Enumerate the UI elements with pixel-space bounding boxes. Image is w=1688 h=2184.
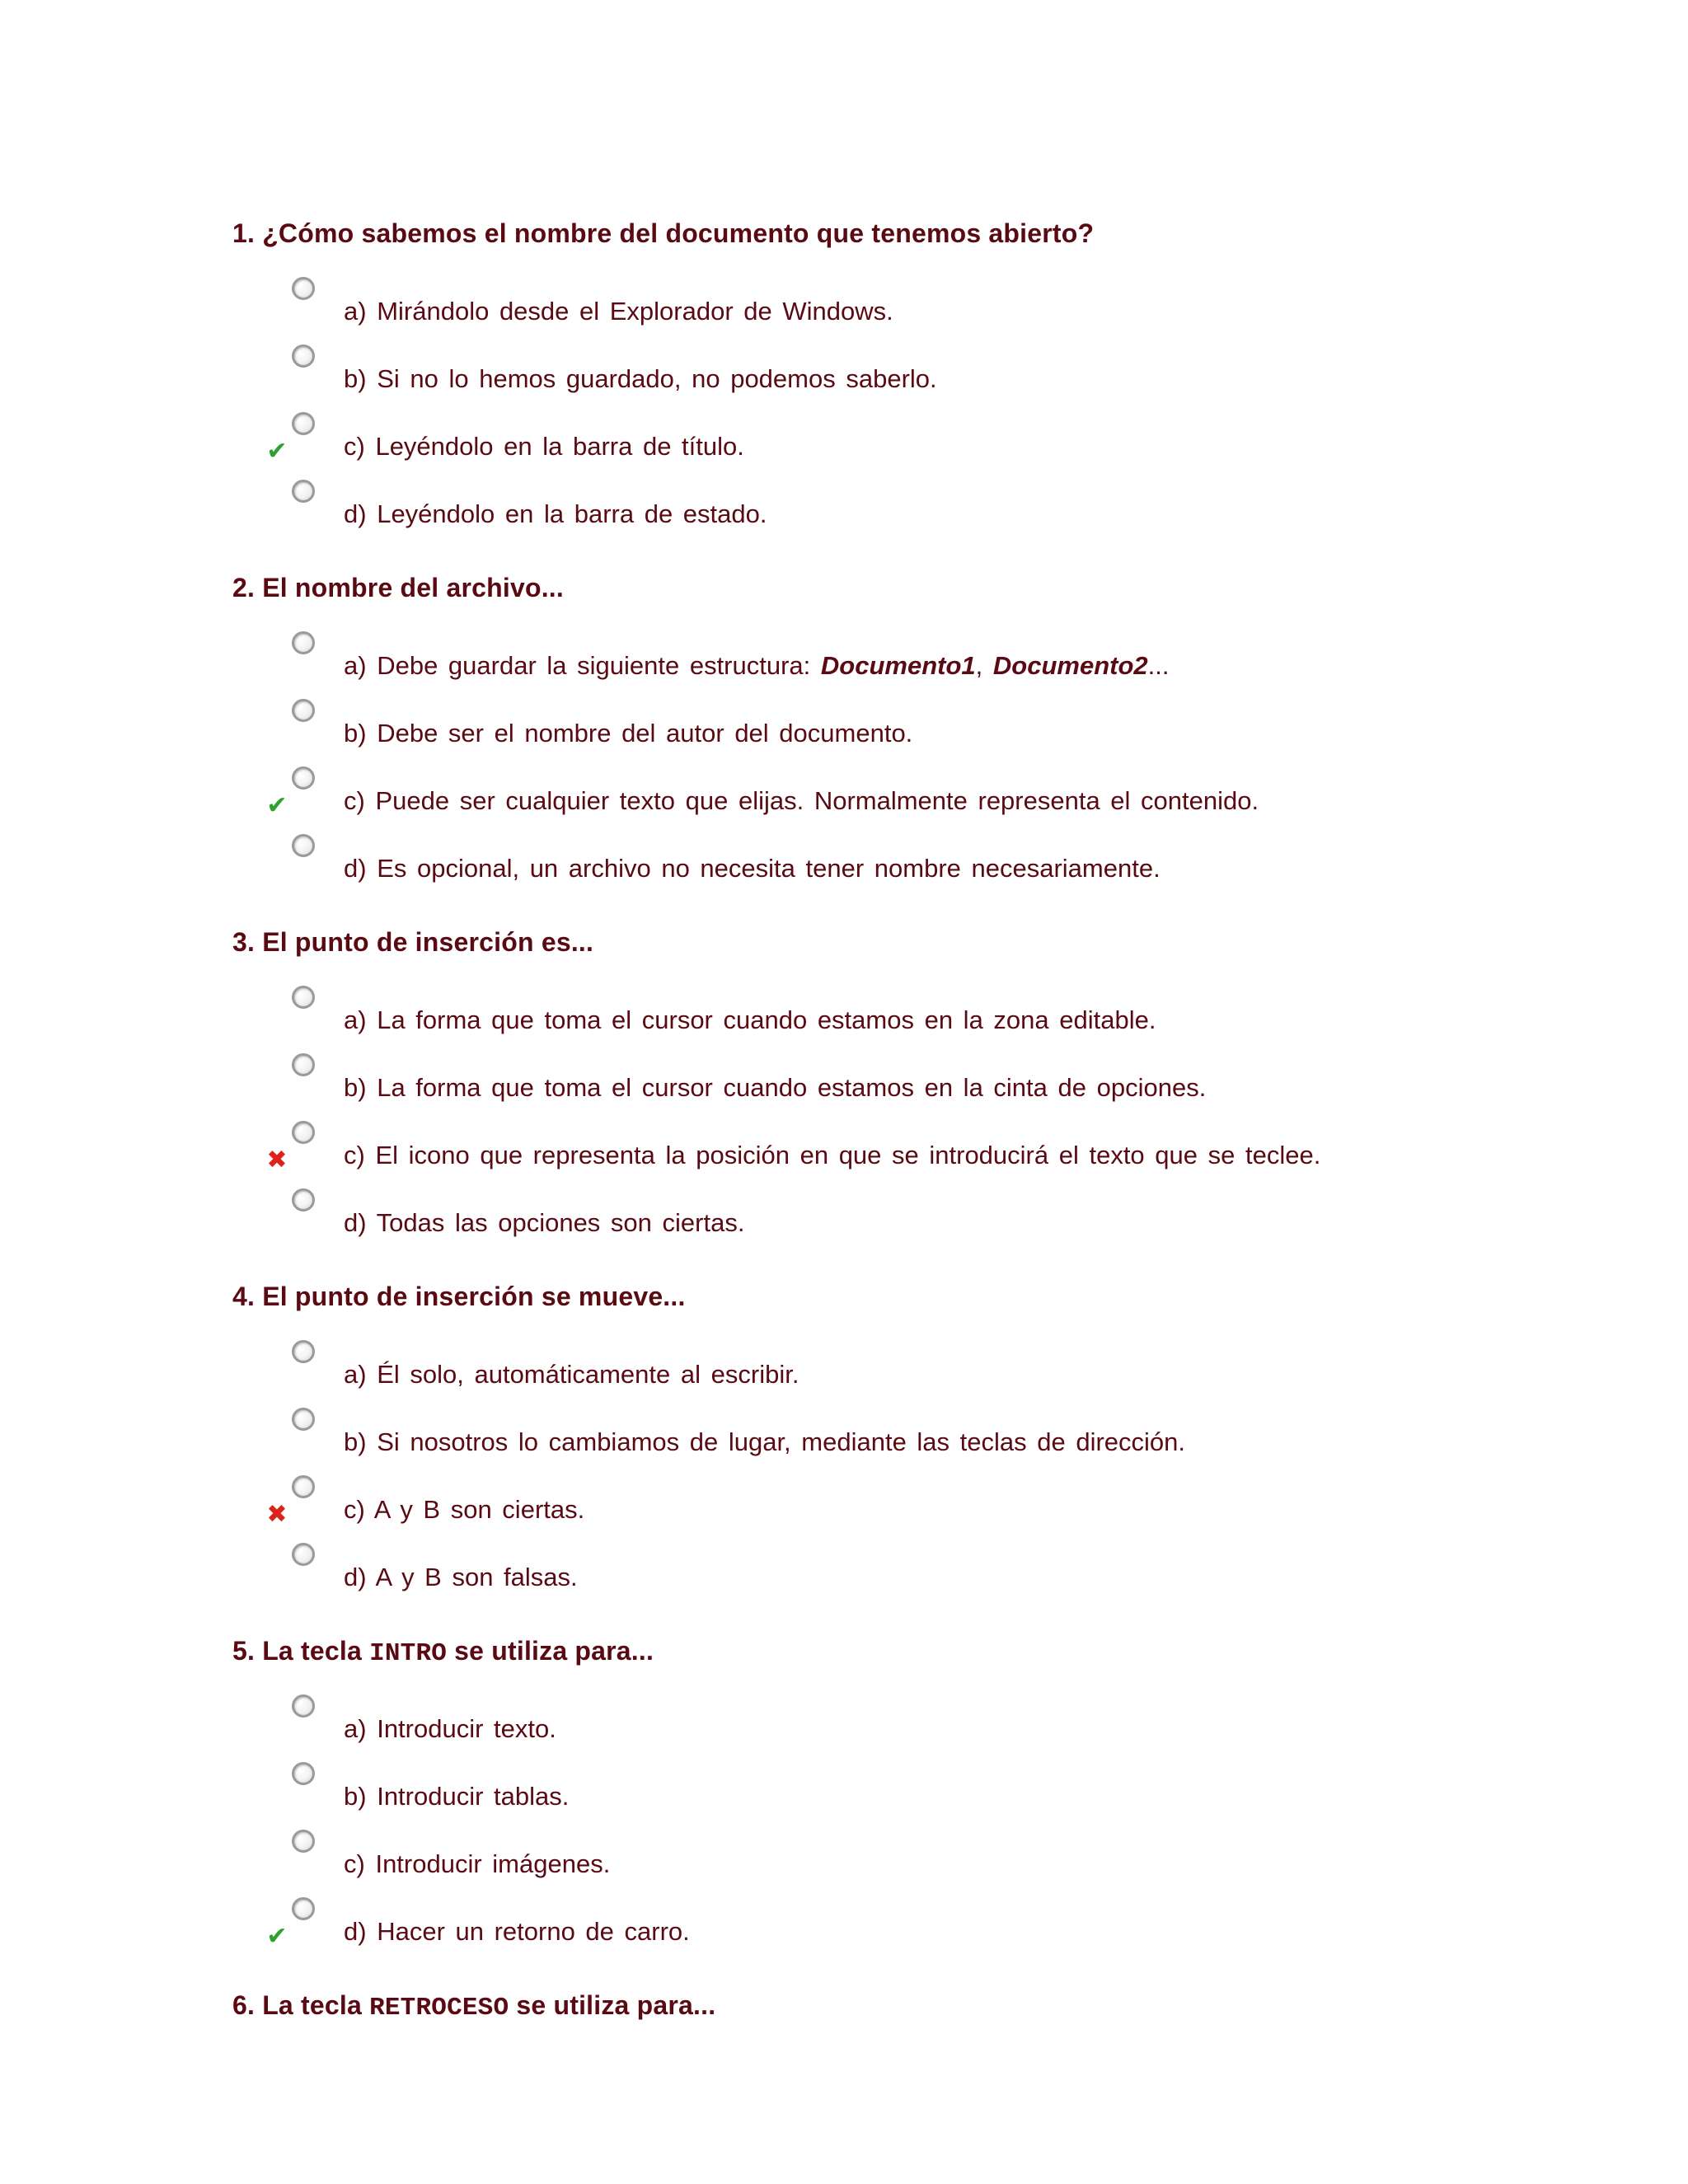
answer-text bbox=[344, 293, 893, 330]
question-number: 5. bbox=[232, 1636, 256, 1666]
example-name: Documento1 bbox=[820, 651, 976, 680]
option-letter: d) bbox=[344, 499, 367, 528]
answer-option[interactable] bbox=[232, 696, 1634, 763]
answer-text-body: Puede ser cualquier texto que elijas. Normalmente representa el contenido. bbox=[375, 786, 1259, 815]
answer-text-part: Debe guardar la siguiente estructura: bbox=[377, 651, 821, 680]
question-number: 1. bbox=[232, 218, 256, 248]
answer-text bbox=[344, 1002, 1156, 1038]
question-3 bbox=[232, 921, 1634, 1253]
question-text-end: se utiliza para... bbox=[447, 1636, 654, 1666]
answer-text-body: Leyéndolo en la barra de estado. bbox=[377, 499, 767, 528]
radio-button[interactable] bbox=[292, 1121, 315, 1144]
answer-text bbox=[344, 1137, 1320, 1174]
question-title bbox=[232, 213, 1634, 254]
radio-button[interactable] bbox=[292, 766, 315, 790]
question-number: 3. bbox=[232, 927, 256, 957]
radio-button[interactable] bbox=[292, 834, 315, 857]
answer-text-body: Introducir texto. bbox=[377, 1714, 556, 1743]
cross-icon: ✖ bbox=[266, 1146, 288, 1174]
question-4 bbox=[232, 1276, 1634, 1607]
answer-option[interactable] bbox=[232, 1894, 1634, 1961]
question-number: 2. bbox=[232, 573, 256, 602]
answer-text-body: El icono que representa la posición en que se introducirá el texto que se teclee. bbox=[375, 1141, 1321, 1169]
radio-button[interactable] bbox=[292, 1897, 315, 1920]
answer-option[interactable] bbox=[232, 1118, 1634, 1185]
radio-button[interactable] bbox=[292, 344, 315, 368]
answer-text bbox=[344, 1779, 569, 1815]
answer-option[interactable] bbox=[232, 409, 1634, 476]
checkmark-icon: ✔ bbox=[266, 792, 288, 819]
question-text: El punto de inserción es... bbox=[262, 927, 594, 957]
answer-option[interactable] bbox=[232, 1404, 1634, 1472]
answer-option[interactable] bbox=[232, 763, 1634, 831]
question-text: La tecla bbox=[262, 1990, 370, 2020]
radio-button[interactable] bbox=[292, 699, 315, 722]
checkmark-icon: ✔ bbox=[266, 438, 288, 465]
answer-text bbox=[344, 1070, 1206, 1106]
question-title bbox=[232, 1985, 1634, 2026]
radio-button[interactable] bbox=[292, 412, 315, 435]
option-letter: a) bbox=[344, 1360, 367, 1389]
question-text: ¿Cómo sabemos el nombre del documento que tenemos abierto? bbox=[262, 218, 1095, 248]
option-letter: d) bbox=[344, 1917, 367, 1946]
radio-button[interactable] bbox=[292, 480, 315, 503]
answer-text-body: A y B son falsas. bbox=[375, 1563, 578, 1591]
answer-options bbox=[232, 982, 1634, 1253]
question-title bbox=[232, 1630, 1634, 1671]
answer-text-body: Introducir imágenes. bbox=[375, 1849, 611, 1878]
answer-text-body: Introducir tablas. bbox=[377, 1782, 570, 1811]
option-letter: d) bbox=[344, 1208, 367, 1237]
option-letter: b) bbox=[344, 1782, 367, 1811]
answer-text-body: Él solo, automáticamente al escribir. bbox=[377, 1360, 799, 1389]
radio-button[interactable] bbox=[292, 277, 315, 300]
question-5 bbox=[232, 1630, 1634, 1961]
radio-button[interactable] bbox=[292, 1340, 315, 1363]
answer-option[interactable] bbox=[232, 982, 1634, 1050]
radio-button[interactable] bbox=[292, 1475, 315, 1498]
answer-text-body: Hacer un retorno de carro. bbox=[377, 1917, 690, 1946]
question-text: La tecla bbox=[262, 1636, 370, 1666]
answer-text bbox=[344, 1846, 610, 1882]
answer-options bbox=[232, 1337, 1634, 1607]
question-6 bbox=[232, 1985, 1634, 2026]
answer-text bbox=[344, 715, 912, 752]
radio-button[interactable] bbox=[292, 1188, 315, 1212]
answer-text-body: Si no lo hemos guardado, no podemos saberlo. bbox=[377, 364, 937, 393]
option-letter: b) bbox=[344, 364, 367, 393]
answer-text-body: Es opcional, un archivo no necesita tener nombre necesariamente. bbox=[377, 854, 1160, 883]
quiz-container bbox=[232, 213, 1634, 2026]
answer-text bbox=[344, 1559, 578, 1596]
radio-button[interactable] bbox=[292, 1543, 315, 1566]
answer-options bbox=[232, 628, 1634, 898]
option-letter: c) bbox=[344, 1495, 365, 1524]
answer-option[interactable] bbox=[232, 628, 1634, 696]
question-1 bbox=[232, 213, 1634, 544]
option-letter: c) bbox=[344, 786, 365, 815]
answer-text-body: Mirándolo desde el Explorador de Windows. bbox=[377, 297, 893, 326]
answer-option[interactable] bbox=[232, 1540, 1634, 1607]
checkmark-icon: ✔ bbox=[266, 1923, 288, 1950]
answer-text bbox=[344, 1424, 1185, 1460]
option-letter: c) bbox=[344, 432, 365, 461]
answer-text bbox=[344, 1711, 556, 1747]
radio-button[interactable] bbox=[292, 1830, 315, 1853]
answer-text bbox=[344, 1492, 584, 1528]
answer-text-body: Si nosotros lo cambiamos de lugar, mediante las teclas de dirección. bbox=[377, 1427, 1186, 1456]
question-text: El punto de inserción se mueve... bbox=[262, 1282, 686, 1311]
answer-text bbox=[344, 361, 937, 397]
answer-text bbox=[344, 851, 1160, 887]
radio-button[interactable] bbox=[292, 631, 315, 654]
question-number: 6. bbox=[232, 1990, 256, 2020]
answer-option[interactable] bbox=[232, 1691, 1634, 1759]
option-letter: c) bbox=[344, 1849, 365, 1878]
answer-text-body: Debe ser el nombre del autor del documento. bbox=[377, 719, 913, 748]
question-title bbox=[232, 567, 1634, 608]
answer-options bbox=[232, 1691, 1634, 1961]
answer-option[interactable] bbox=[232, 341, 1634, 409]
answer-option[interactable] bbox=[232, 1050, 1634, 1118]
question-2 bbox=[232, 567, 1634, 898]
separator: , bbox=[975, 651, 993, 680]
answer-text bbox=[344, 1914, 690, 1950]
answer-options bbox=[232, 274, 1634, 544]
example-name: Documento2 bbox=[992, 651, 1148, 680]
ellipsis: ... bbox=[1147, 651, 1170, 680]
answer-text bbox=[344, 496, 767, 532]
question-text: El nombre del archivo... bbox=[262, 573, 564, 602]
answer-text-body: La forma que toma el cursor cuando estamos en la cinta de opciones. bbox=[377, 1073, 1207, 1102]
answer-text-body: La forma que toma el cursor cuando estamos en la zona editable. bbox=[377, 1005, 1156, 1034]
answer-text bbox=[344, 1357, 799, 1393]
key-name: INTRO bbox=[369, 1639, 448, 1668]
answer-option[interactable] bbox=[232, 831, 1634, 898]
option-letter: a) bbox=[344, 1714, 367, 1743]
option-letter: d) bbox=[344, 1563, 367, 1591]
option-letter: b) bbox=[344, 1073, 367, 1102]
answer-text bbox=[344, 783, 1259, 819]
answer-option[interactable] bbox=[232, 1337, 1634, 1404]
answer-text-body: Todas las opciones son ciertas. bbox=[376, 1208, 745, 1237]
option-letter: a) bbox=[344, 651, 367, 680]
answer-option[interactable] bbox=[232, 1759, 1634, 1826]
question-title bbox=[232, 921, 1634, 963]
question-text-end: se utiliza para... bbox=[509, 1990, 716, 2020]
radio-button[interactable] bbox=[292, 1408, 315, 1431]
answer-option[interactable] bbox=[232, 274, 1634, 341]
option-letter: b) bbox=[344, 719, 367, 748]
question-title bbox=[232, 1276, 1634, 1317]
radio-button[interactable] bbox=[292, 1694, 315, 1718]
answer-text-body: A y B son ciertas. bbox=[373, 1495, 585, 1524]
option-letter: b) bbox=[344, 1427, 367, 1456]
question-number: 4. bbox=[232, 1282, 256, 1311]
option-letter: d) bbox=[344, 854, 367, 883]
answer-option[interactable] bbox=[232, 476, 1634, 544]
answer-text bbox=[344, 1205, 744, 1241]
answer-option[interactable] bbox=[232, 1185, 1634, 1253]
cross-icon: ✖ bbox=[266, 1501, 288, 1528]
option-letter: a) bbox=[344, 1005, 367, 1034]
option-letter: c) bbox=[344, 1141, 365, 1169]
answer-text bbox=[344, 429, 744, 465]
radio-button[interactable] bbox=[292, 1762, 315, 1785]
option-letter: a) bbox=[344, 297, 367, 326]
answer-text-body: Leyéndolo en la barra de título. bbox=[375, 432, 744, 461]
answer-option[interactable] bbox=[232, 1826, 1634, 1894]
radio-button[interactable] bbox=[292, 986, 315, 1009]
key-name: RETROCESO bbox=[369, 1994, 509, 2022]
answer-text bbox=[344, 648, 1169, 684]
radio-button[interactable] bbox=[292, 1053, 315, 1076]
answer-option[interactable] bbox=[232, 1472, 1634, 1540]
